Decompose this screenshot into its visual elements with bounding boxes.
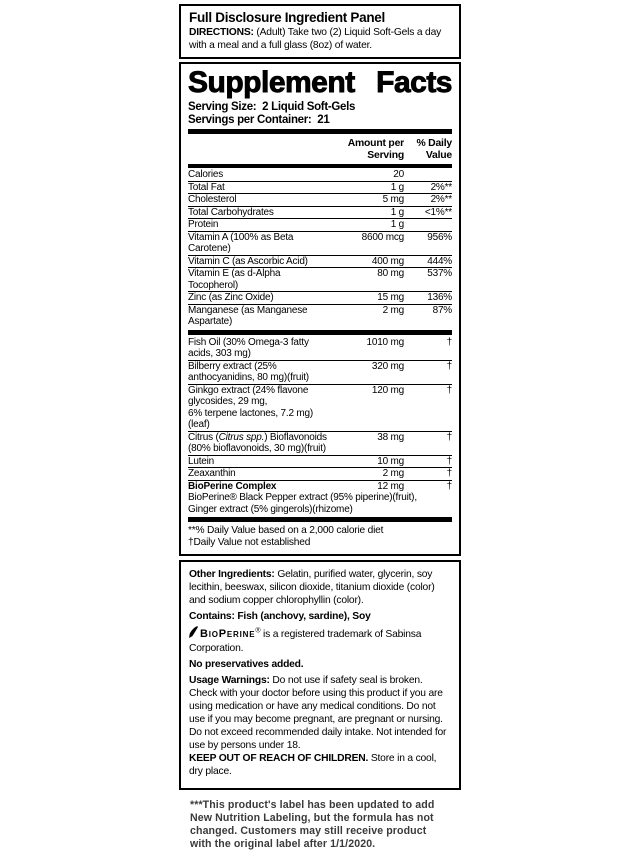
daily-value: 87% — [432, 304, 452, 316]
table-row — [188, 480, 452, 493]
daily-value: † — [446, 384, 452, 396]
daily-value: 537% — [427, 268, 452, 279]
nutrient-name: Bilberry extract (25% anthocyanidins, 80 mg)(fruit) — [188, 360, 309, 383]
table-row — [188, 267, 452, 291]
amount-value: 80 mg — [377, 268, 404, 279]
table-row — [188, 360, 452, 384]
title-word-supplement: Supplement — [188, 66, 355, 100]
table-row — [188, 255, 452, 268]
nutrient-name: BioPerine Complex — [188, 480, 277, 492]
full-disclosure-panel — [179, 4, 461, 59]
title-word-facts: Facts — [376, 66, 452, 100]
trademark-text: is a registered trademark of Sabinsa Corporation. — [189, 629, 422, 654]
table-row — [188, 231, 452, 255]
table-row — [188, 467, 452, 480]
other-ingredients — [189, 568, 451, 607]
trademark-statement — [189, 626, 451, 655]
amount-value: 2 mg — [382, 468, 404, 479]
directions-label: DIRECTIONS: — [189, 27, 254, 38]
directions — [189, 27, 451, 52]
daily-value: 2%** — [430, 181, 452, 193]
nutrient-name: Lutein — [188, 455, 215, 467]
amount-value: 2 mg — [382, 304, 404, 316]
table-row — [188, 218, 452, 231]
footnote: †Daily Value not established — [188, 537, 311, 548]
daily-value-footnotes — [188, 524, 452, 551]
amount-value: 1 g — [390, 206, 404, 218]
complex-component: Ginger extract (5% gingerols)(rhizome) — [188, 503, 353, 515]
supplement-facts-panel — [179, 62, 461, 556]
nutrient-name: Protein — [188, 219, 219, 230]
supplement-facts-title — [188, 68, 452, 98]
daily-value: <1%** — [424, 206, 452, 218]
daily-value: † — [446, 336, 452, 348]
nutrient-name: Vitamin A (100% as Beta Carotene) — [188, 231, 294, 254]
table-row — [188, 384, 452, 431]
footer-note: ***This product's label has been updated to add New Nutrition Labeling, but the formula has not changed. Customers may still receive product with the original label after 1/1/2020. — [190, 799, 435, 850]
amount-value: 8600 mcg — [361, 231, 404, 243]
no-preservatives: No preservatives added. — [189, 659, 304, 670]
divider-bar — [188, 517, 452, 522]
daily-value: † — [446, 360, 452, 372]
nutrient-name: Total Fat — [188, 181, 225, 193]
nutrient-name: Total Carbohydrates — [188, 206, 274, 218]
servings-label: Servings per Container: — [188, 114, 312, 127]
divider-bar — [188, 164, 452, 168]
amount-value: 10 mg — [377, 455, 404, 467]
table-row — [188, 181, 452, 194]
column-header-amount: Amount per Serving — [347, 138, 404, 161]
complex-component: BioPerine® Black Pepper extract (95% piperine)(fruit), — [188, 492, 417, 503]
table-row — [188, 169, 452, 181]
divider-bar — [188, 129, 452, 134]
other-ingredients-label: Other Ingredients: — [189, 569, 275, 580]
table-row — [188, 193, 452, 206]
daily-value: 444% — [427, 255, 452, 267]
brand-name: BioPerine — [200, 628, 256, 640]
nutrient-name: Ginkgo extract (24% flavone glycosides, 29 mg, 6% terpene lactones, 7.2 mg)(leaf) — [188, 384, 314, 430]
other-ingredients-text: Gelatin, purified water, glycerin, soy lecithin, beeswax, silicon dioxide, titanium dioxide (color) and sodium copper chlorophyllin (color). — [189, 569, 435, 606]
usage-warnings — [189, 674, 451, 778]
divider-bar — [188, 330, 452, 335]
table-row — [188, 291, 452, 304]
taxon-name: Citrus spp. — [218, 431, 265, 443]
table-row — [188, 455, 452, 468]
amount-value: 320 mg — [371, 360, 404, 372]
amount-value: 400 mg — [371, 255, 404, 267]
footnote: **% Daily Value based on a 2,000 calorie diet — [188, 525, 384, 536]
amount-value: 20 — [393, 169, 404, 180]
complex-components — [188, 492, 452, 515]
nutrient-name: Cholesterol — [188, 194, 237, 205]
nutrient-name: Calories — [188, 169, 224, 180]
table-row — [188, 337, 452, 360]
serving-size-value: 2 Liquid Soft-Gels — [262, 101, 356, 114]
amount-value: 12 mg — [377, 480, 404, 492]
directions-text: (Adult) Take two (2) Liquid Soft-Gels a day with a meal and a full glass (8oz) of water. — [189, 27, 442, 51]
serving-size — [188, 101, 452, 114]
registered-mark: ® — [255, 627, 261, 635]
daily-value: 136% — [427, 292, 452, 303]
panel-title: Full Disclosure Ingredient Panel — [189, 10, 385, 25]
column-header-dv: % Daily Value — [416, 138, 452, 161]
nutrient-name: Fish Oil (30% Omega-3 fatty acids, 303 mg) — [188, 336, 309, 359]
nutrient-name: Manganese (as Manganese Aspartate) — [188, 304, 308, 327]
daily-value: † — [446, 431, 452, 443]
daily-value: 2%** — [430, 194, 452, 205]
daily-value: † — [446, 468, 452, 479]
amount-value: 120 mg — [371, 384, 404, 396]
nutrient-name: Zeaxanthin — [188, 468, 236, 479]
usage-warnings-label: Usage Warnings: — [189, 675, 270, 686]
serving-size-label: Serving Size: — [188, 101, 257, 114]
amount-value: 1010 mg — [366, 336, 404, 348]
contains-statement: Contains: Fish (anchovy, sardine), Soy — [189, 611, 371, 622]
servings-value: 21 — [317, 114, 330, 127]
daily-value: 956% — [427, 231, 452, 243]
nutrient-name: Vitamin E (as d-Alpha Tocopherol) — [188, 268, 281, 291]
table-row — [188, 304, 452, 328]
table-row — [188, 206, 452, 219]
amount-value: 38 mg — [377, 431, 404, 443]
ingredient-label — [179, 0, 461, 790]
table-header — [188, 136, 452, 164]
info-panel — [179, 560, 461, 790]
nutrient-name: Citrus (Citrus spp.) Bioflavonoids (80% bioflavonoids, 30 mg)(fruit) — [188, 431, 327, 454]
nutrient-name: Zinc (as Zinc Oxide) — [188, 292, 274, 303]
servings-per-container — [188, 114, 452, 127]
table-row — [188, 431, 452, 455]
daily-value: † — [446, 480, 452, 492]
amount-value: 1 g — [390, 181, 404, 193]
usage-warnings-text: Do not use if safety seal is broken. Check with your doctor before using this product if you are using medication or have any medical conditions. Do not use if you may become pregnant, are pregnant or nursing. Do not exceed recommended daily intake. Not intended for use by persons under 18. — [189, 675, 447, 751]
storage-instruction: Store in a cool, dry place. — [189, 753, 437, 777]
amount-value: 1 g — [390, 219, 404, 230]
daily-value: † — [446, 455, 452, 467]
amount-value: 5 mg — [382, 194, 404, 205]
nutrient-name: Vitamin C (as Ascorbic Acid) — [188, 255, 308, 267]
amount-value: 15 mg — [377, 292, 404, 303]
keep-out-warning: KEEP OUT OF REACH OF CHILDREN. — [189, 753, 369, 764]
